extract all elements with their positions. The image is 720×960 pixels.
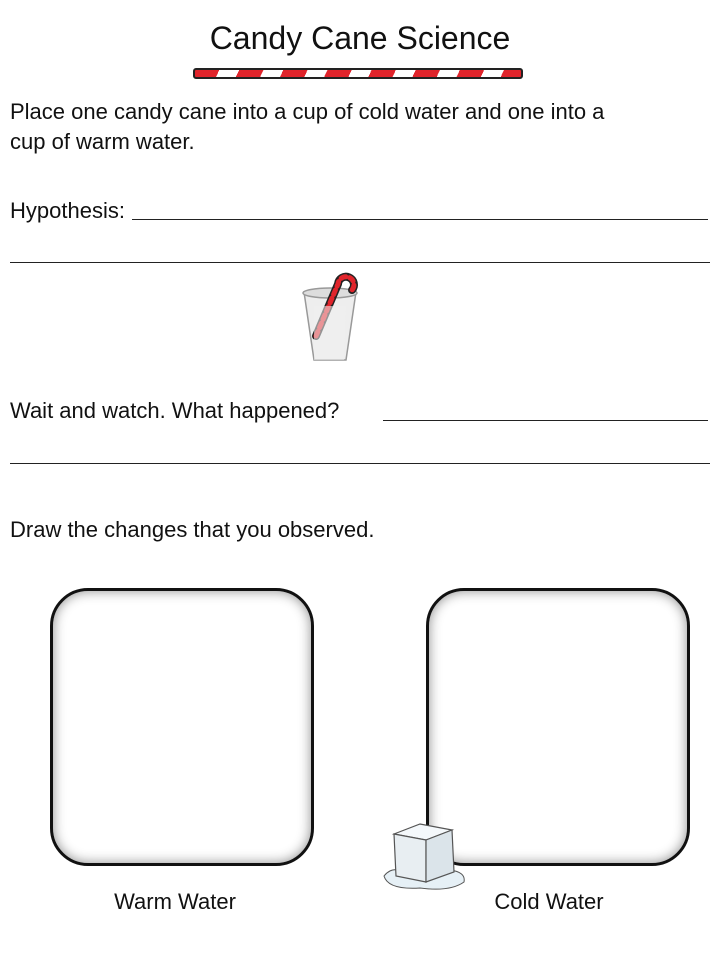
hypothesis-label: Hypothesis: — [10, 198, 125, 223]
warm-water-label: Warm Water — [114, 889, 236, 914]
question-label: Wait and watch. What happened? — [10, 398, 340, 423]
candy-cane-divider — [193, 68, 523, 79]
cup-with-candy-cane-icon — [298, 266, 362, 366]
observation-answer-line[interactable] — [383, 420, 708, 421]
ice-cube-icon — [380, 818, 470, 894]
instruction-line-1: Place one candy cane into a cup of cold water and one into a — [10, 99, 605, 124]
instruction-line-2: cup of warm water. — [10, 129, 195, 154]
cold-water-label: Cold Water — [494, 889, 604, 914]
observation-answer-line-2[interactable] — [10, 463, 710, 464]
hypothesis-answer-line-2[interactable] — [10, 262, 710, 263]
page-title: Candy Cane Science — [209, 20, 511, 56]
hypothesis-answer-line[interactable] — [132, 219, 708, 220]
draw-prompt: Draw the changes that you observed. — [10, 517, 375, 542]
warm-water-drawing-box[interactable] — [50, 588, 314, 866]
